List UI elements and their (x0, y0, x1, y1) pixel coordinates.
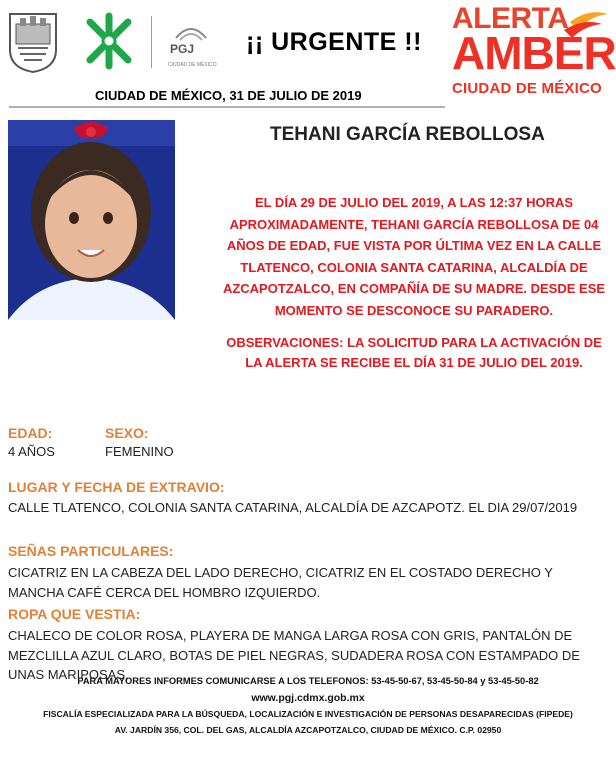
place-label: LUGAR Y FECHA DE EXTRAVIO: (8, 479, 225, 495)
missing-person-name: TEHANI GARCÍA REBOLLOSA (270, 124, 545, 145)
amber-title-text: AMBER (452, 27, 616, 79)
amber-city-text: CIUDAD DE MÉXICO (452, 80, 602, 97)
sex-label: SEXO: (105, 425, 149, 441)
age-value: 4 AÑOS (8, 444, 55, 459)
city-date: CIUDAD DE MÉXICO, 31 DE JULIO DE 2019 (95, 88, 362, 103)
observations-text: OBSERVACIONES: LA SOLICITUD PARA LA ACTIVACIÓN DE LA ALERTA SE RECIBE EL DÍA 31 DE JULIO DEL 2019. (226, 335, 602, 370)
cdmx-logo-icon (78, 10, 140, 72)
footer-agency: FISCALÍA ESPECIALIZADA PARA LA BÚSQUEDA, LOCALIZACIÓN E INVESTIGACIÓN DE PERSONAS DESAPARECIDAS (FIPEDE) (43, 709, 573, 719)
marks-value: CICATRIZ EN LA CABEZA DEL LADO DERECHO, CICATRIZ EN EL COSTADO DERECHO Y MANCHA CAFÉ CERCA DEL HOMBRO IZQUIERDO. (8, 565, 553, 600)
footer-address: AV. JARDÍN 356, COL. DEL GAS, ALCALDÍA AZCAPOTZALCO, CIUDAD DE MÉXICO. C.P. 02950 (114, 725, 502, 735)
amber-alerta-text: ALERTA (452, 2, 569, 35)
missing-person-photo (8, 120, 175, 320)
clothes-value: CHALECO DE COLOR ROSA, PLAYERA DE MANGA LARGA ROSA CON GRIS, PANTALÓN DE MEZCLILLA AZUL CLARO, BOTAS DE PIEL NEGRAS, SUDADERA ROSA CON ESTAMPADO DE UNAS MARIPOSAS, (8, 628, 580, 682)
pgj-logo-text: PGJ (170, 42, 195, 56)
footer-phones: PARA MAYORES INFORMES COMUNICARSE A LOS TELEFONOS: 53-45-50-67, 53-45-50-84 y 53-45-50-82 (77, 676, 539, 686)
logo-divider (151, 16, 152, 68)
place-value: CALLE TLATENCO, COLONIA SANTA CATARINA, ALCALDÍA DE AZCAPOTZ. EL DIA 29/07/2019 (8, 500, 578, 515)
urgent-heading: ¡¡ URGENTE !! (246, 28, 422, 56)
marks-label: SEÑAS PARTICULARES: (8, 543, 174, 559)
incident-description: EL DÍA 29 DE JULIO DEL 2019, A LAS 12:37 HORAS APROXIMADAMENTE, TEHANI GARCÍA REBOLLOSA DE 04 AÑOS DE EDAD, FUE VISTA POR ÚLTIMA VEZ EN LA CALLE TLATENCO, COLONIA SANTA CATARINA, ALCALDÍA DE AZCAPOTZALCO, EN COMPAÑÍA DE SU MADRE. DESDE ESE MOMENTO SE DESCONOCE SU PARADERO. (222, 195, 606, 318)
header-divider (9, 106, 445, 108)
sex-value: FEMENINO (105, 444, 174, 459)
pgj-logo-subtitle: CIUDAD DE MÉXICO (168, 62, 217, 68)
age-label: EDAD: (8, 425, 53, 441)
footer-website-link[interactable]: www.pgj.cdmx.gob.mx (251, 692, 365, 704)
clothes-label: ROPA QUE VESTIA: (8, 606, 141, 622)
cdmx-coat-of-arms-icon (6, 10, 60, 74)
